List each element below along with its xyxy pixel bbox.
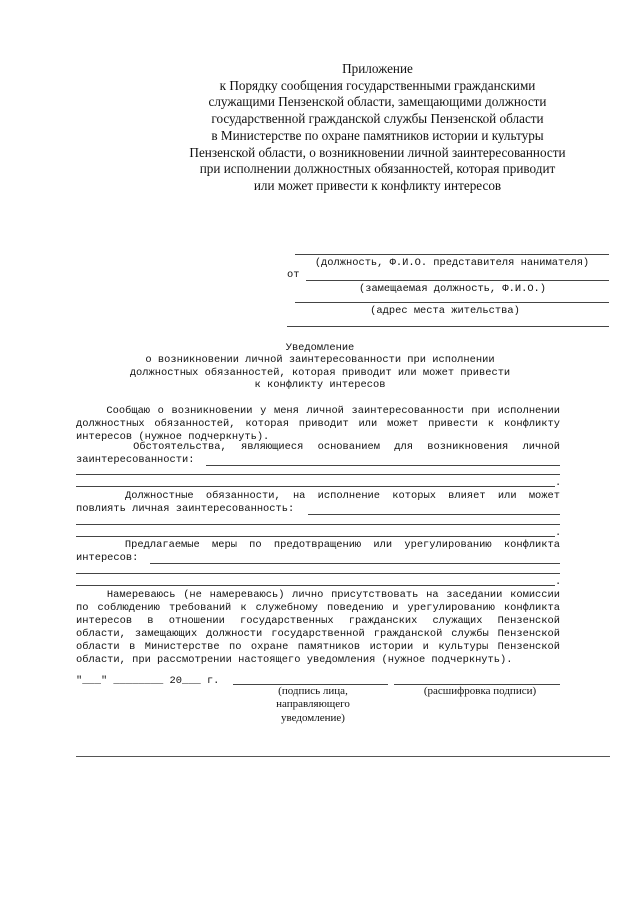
period-mark: . bbox=[555, 576, 562, 588]
date-line[interactable]: "___" ________ 20___ г. bbox=[76, 675, 220, 687]
measures-field-line-2[interactable] bbox=[76, 573, 560, 574]
duties-field-line-3[interactable] bbox=[76, 536, 555, 537]
appendix-line: или может привести к конфликту интересов bbox=[253, 177, 502, 193]
paragraph-line: должностных обязанностей, которая приводит или может привести к конфликту bbox=[76, 418, 560, 430]
paragraph-attendance bbox=[76, 589, 560, 667]
position-caption: (замещаемая должность, Ф.И.О.) bbox=[358, 283, 547, 295]
paragraph-circumstances bbox=[76, 441, 560, 454]
measures-label: интересов: bbox=[76, 552, 139, 564]
appendix-line: в Министерстве по охране памятников истории и культуры bbox=[211, 127, 544, 143]
paragraph-line: Обстоятельства, являющиеся основанием для возникновения личной bbox=[76, 441, 560, 453]
period-mark: . bbox=[555, 477, 562, 489]
paragraph-line: по соблюдению требований к служебному поведению и урегулированию конфликта bbox=[76, 602, 560, 614]
appendix-line: при исполнении должностных обязанностей, которая приводит bbox=[199, 161, 556, 177]
signature-caption-line: уведомление) bbox=[281, 711, 345, 724]
employer-field-line[interactable] bbox=[295, 254, 609, 255]
appendix-line: к Порядку сообщения государственными гражданскими bbox=[219, 77, 536, 93]
appendix-line: служащими Пензенской области, замещающими должности bbox=[208, 94, 547, 110]
appendix-line: Приложение bbox=[342, 61, 413, 76]
address-caption: (адрес места жительства) bbox=[370, 305, 520, 317]
paragraph-line: области, при рассмотрении настоящего уведомления (нужное подчеркнуть). bbox=[76, 654, 513, 666]
circumstances-field-line[interactable] bbox=[206, 465, 560, 466]
notice-subtitle-line: о возникновении личной заинтересованности при исполнении bbox=[145, 354, 495, 366]
paragraph-line: Намереваюсь (не намереваюсь) лично присутствовать на заседании комиссии bbox=[76, 589, 560, 601]
appendix-line: Пензенской области, о возникновении личной заинтересованности bbox=[189, 144, 566, 160]
bottom-rule bbox=[76, 756, 610, 757]
circumstances-field-line-3[interactable] bbox=[76, 486, 555, 487]
signature-caption-line: направляющего bbox=[276, 698, 350, 711]
paragraph-line: Сообщаю о возникновении у меня личной заинтересованности при исполнении bbox=[76, 405, 560, 417]
notice-title: Уведомление bbox=[285, 342, 355, 354]
signature-decoding-caption: (расшифровка подписи) bbox=[423, 685, 537, 697]
appendix-header bbox=[160, 61, 595, 195]
paragraph-report bbox=[76, 405, 560, 444]
paragraph-line: области, замещающих должности государственной гражданской службы Пензенской bbox=[76, 628, 560, 640]
period-mark: . bbox=[555, 527, 562, 539]
address-field-line[interactable] bbox=[295, 302, 609, 303]
paragraph-duties bbox=[76, 490, 560, 503]
paragraph-measures bbox=[76, 539, 560, 552]
duties-field-line-2[interactable] bbox=[76, 524, 560, 525]
duties-label: повлиять личная заинтересованность: bbox=[76, 503, 295, 515]
from-label: от bbox=[287, 269, 300, 281]
circumstances-label: заинтересованности: bbox=[76, 454, 195, 466]
measures-field-line-3[interactable] bbox=[76, 585, 555, 586]
paragraph-line: Предлагаемые меры по предотвращению или урегулированию конфликта bbox=[76, 539, 560, 551]
position-field-line[interactable] bbox=[306, 280, 609, 281]
notice-subtitle-line: к конфликту интересов bbox=[254, 379, 386, 391]
paragraph-line: интересов (нужное подчеркнуть). bbox=[76, 431, 270, 443]
paragraph-line: области в Министерстве по охране памятников истории и культуры Пензенской bbox=[76, 641, 560, 653]
paragraph-line: Должностные обязанности, на исполнение которых влияет или может bbox=[76, 490, 560, 502]
circumstances-field-line-2[interactable] bbox=[76, 474, 560, 475]
duties-field-line[interactable] bbox=[308, 514, 560, 515]
notice-subtitle-line: должностных обязанностей, которая приводит или может привести bbox=[129, 367, 511, 379]
signature-caption bbox=[238, 685, 388, 725]
employer-caption: (должность, Ф.И.О. представителя нанимателя) bbox=[314, 257, 590, 269]
appendix-line: государственной гражданской службы Пензенской области bbox=[211, 111, 544, 127]
signature-caption-line: (подпись лица, bbox=[278, 685, 348, 697]
measures-field-line[interactable] bbox=[150, 563, 560, 564]
paragraph-line: интересов в отношении государственных гражданских служащих Пензенской bbox=[76, 615, 560, 627]
address-field-line-2[interactable] bbox=[287, 326, 609, 327]
